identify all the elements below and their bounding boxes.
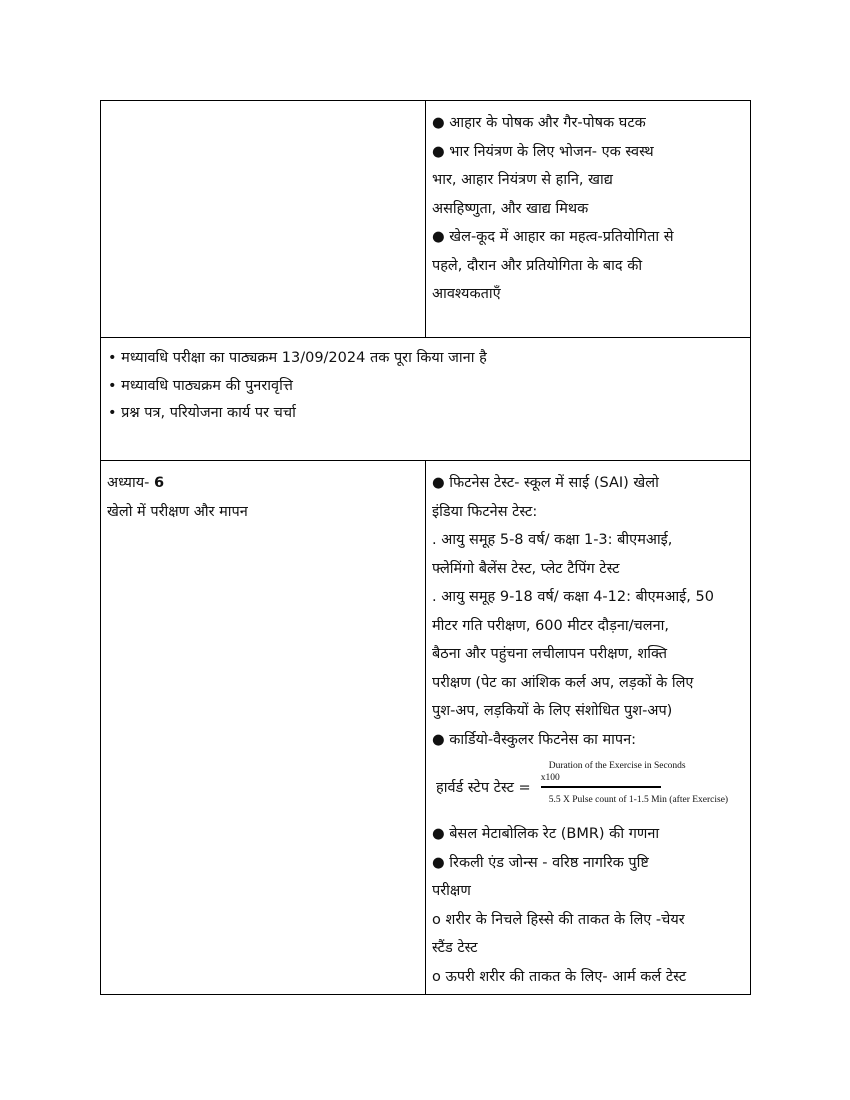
text-line: • प्रश्न पत्र, परियोजना कार्य पर चर्चा: [108, 405, 296, 421]
formula-numerator: Duration of the Exercise in Seconds: [548, 761, 686, 771]
chapter-title: खेलो में परीक्षण और मापन: [107, 503, 248, 520]
text-line: इंडिया फिटनेस टेस्ट:: [432, 503, 538, 520]
text-line: बैठना और पहुंचना लचीलापन परीक्षण, शक्ति: [432, 646, 667, 662]
text-line: फ्लेमिंगो बैलेंस टेस्ट, प्लेट टैपिंग टेस्ट: [432, 560, 620, 577]
table-row: [101, 461, 750, 994]
chapter-heading: अध्याय- 6: [107, 475, 165, 491]
diet-topics-cell: [426, 101, 750, 337]
formula-numerator-multiplier: x100: [540, 773, 560, 783]
harvard-step-test-formula: [432, 756, 744, 820]
text-line: . आयु समूह 5-8 वर्ष/ कक्षा 1-3: बीएमआई,: [432, 532, 673, 548]
chapter-cell: [101, 461, 426, 994]
text-line: • मध्यावधि पाठ्यक्रम की पुनरावृत्ति: [108, 377, 293, 394]
text-line: स्टैंड टेस्ट: [432, 940, 478, 956]
empty-cell: [101, 101, 426, 337]
formula-fraction: [539, 760, 728, 816]
text-line: ● रिकली एंड जोन्स - वरिष्ठ नागरिक पुष्टि: [432, 854, 649, 871]
fraction-bar: [541, 786, 661, 788]
table-row: [101, 338, 750, 461]
text-line: . आयु समूह 9-18 वर्ष/ कक्षा 4-12: बीएमआई, 50: [432, 589, 714, 605]
text-line: आवश्यकताएँ: [432, 286, 501, 302]
text-line: o ऊपरी शरीर की ताकत के लिए- आर्म कर्ल टेस्ट: [432, 968, 687, 985]
text-line: • मध्यावधि परीक्षा का पाठ्यक्रम 13/09/2024 तक पूरा किया जाना है: [108, 350, 487, 366]
text-line: ● बेसल मेटाबोलिक रेट (BMR) की गणना: [432, 826, 660, 842]
syllabus-table: [100, 100, 751, 995]
formula-label: हार्वर्ड स्टेप टेस्ट =: [436, 779, 531, 796]
text-line: मीटर गति परीक्षण, 600 मीटर दौड़ना/चलना,: [432, 617, 669, 634]
text-line: ● खेल-कूद में आहार का महत्व-प्रतियोगिता से: [432, 229, 674, 245]
text-line: पुश-अप, लड़कियों के लिए संशोधित पुश-अप): [432, 703, 673, 719]
fitness-topics-cell: [426, 461, 750, 994]
text-line: o शरीर के निचले हिस्से की ताकत के लिए -चेयर: [432, 911, 685, 928]
table-row: [101, 101, 750, 338]
text-line: परीक्षण: [432, 883, 471, 899]
midterm-notes-cell: [101, 338, 750, 460]
text-line: भार, आहार नियंत्रण से हानि, खाद्य: [432, 172, 613, 188]
formula-denominator: 5.5 X Pulse count of 1-1.5 Min (after Exercise): [548, 795, 729, 805]
text-line: ● कार्डियो-वैस्कुलर फिटनेस का मापन:: [432, 731, 637, 748]
text-line: असहिष्णुता, और खाद्य मिथक: [432, 200, 589, 217]
text-line: ● भार नियंत्रण के लिए भोजन- एक स्वस्थ: [432, 143, 654, 160]
text-line: ● आहार के पोषक और गैर-पोषक घटक: [432, 115, 646, 131]
text-line: पहले, दौरान और प्रतियोगिता के बाद की: [432, 257, 643, 274]
text-line: परीक्षण (पेट का आंशिक कर्ल अप, लड़कों के लिए: [432, 674, 694, 691]
text-line: ● फिटनेस टेस्ट- स्कूल में साई (SAI) खेलो: [432, 475, 659, 491]
